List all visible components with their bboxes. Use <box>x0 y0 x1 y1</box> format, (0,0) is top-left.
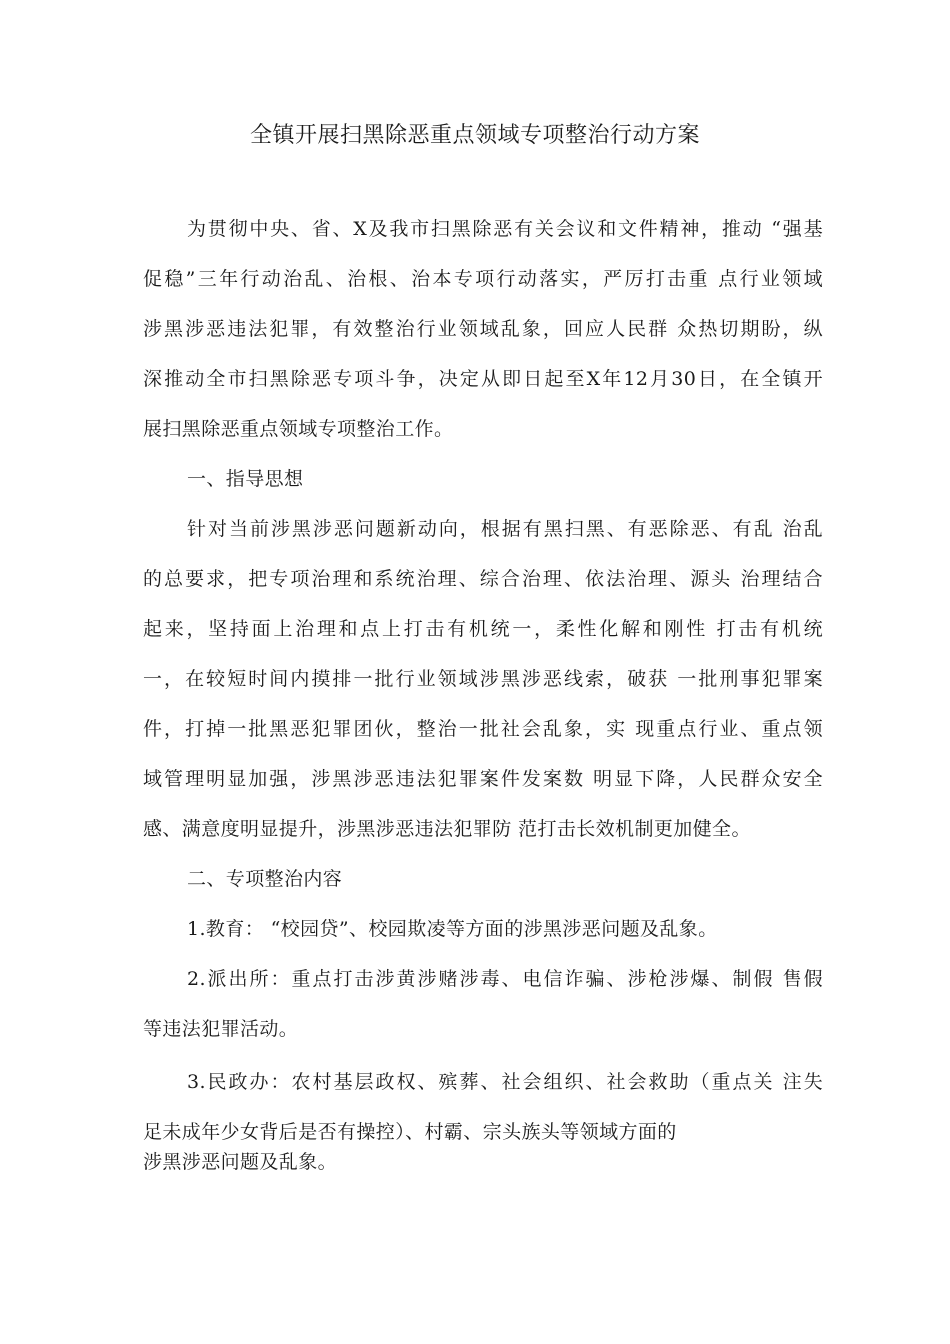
paragraph-line: 等违法犯罪活动。 <box>143 1018 299 1040</box>
paragraph-line: 针对当前涉黑涉恶问题新动向，根据有黑扫黑、有恶除恶、有乱 治乱 <box>187 518 823 540</box>
paragraph-line: 感、满意度明显提升，涉黑涉恶违法犯罪防 范打击长效机制更加健全。 <box>143 818 751 840</box>
paragraph-line: 深推动全市扫黑除恶专项斗争，决定从即日起至X年12月30日，在全镇开 <box>143 368 823 390</box>
paragraph-line: 起来，坚持面上治理和点上打击有机统一，柔性化解和刚性 打击有机统 <box>143 618 823 640</box>
paragraph-line: 3.民政办：农村基层政权、殡葬、社会组织、社会救助（重点关 注失 <box>187 1071 823 1093</box>
paragraph-line: 为贯彻中央、省、X及我市扫黑除恶有关会议和文件精神，推动 “强基 <box>187 218 823 240</box>
paragraph-line: 域管理明显加强，涉黑涉恶违法犯罪案件发案数 明显下降，人民群众安全 <box>143 768 823 790</box>
paragraph-line: 展扫黑除恶重点领域专项整治工作。 <box>143 418 454 440</box>
section-heading-guiding-thought: 一、指导思想 <box>187 468 304 490</box>
section-heading-rectification-content: 二、专项整治内容 <box>187 868 343 890</box>
paragraph-line: 2.派出所：重点打击涉黄涉赌涉毒、电信诈骗、涉枪涉爆、制假 售假 <box>187 968 823 990</box>
paragraph-line: 促稳”三年行动治乱、治根、治本专项行动落实，严厉打击重 点行业领域 <box>143 268 823 290</box>
paragraph-line: 涉黑涉恶违法犯罪，有效整治行业领域乱象，回应人民群 众热切期盼，纵 <box>143 318 823 340</box>
paragraph-line: 涉黑涉恶问题及乱象。 <box>143 1151 338 1173</box>
paragraph-line: 一，在较短时间内摸排一批行业领域涉黑涉恶线索，破获 一批刑事犯罪案 <box>143 668 823 690</box>
item-education: 1.教育： “校园贷”、校园欺凌等方面的涉黑涉恶问题及乱象。 <box>187 918 718 940</box>
paragraph-line: 的总要求，把专项治理和系统治理、综合治理、依法治理、源头 治理结合 <box>143 568 823 590</box>
paragraph-line: 件，打掉一批黑恶犯罪团伙，整治一批社会乱象，实 现重点行业、重点领 <box>143 718 823 740</box>
document-title: 全镇开展扫黑除恶重点领域专项整治行动方案 <box>249 123 700 148</box>
paragraph-line: 足未成年少女背后是否有操控）、村霸、宗头族头等领域方面的 <box>143 1121 677 1143</box>
